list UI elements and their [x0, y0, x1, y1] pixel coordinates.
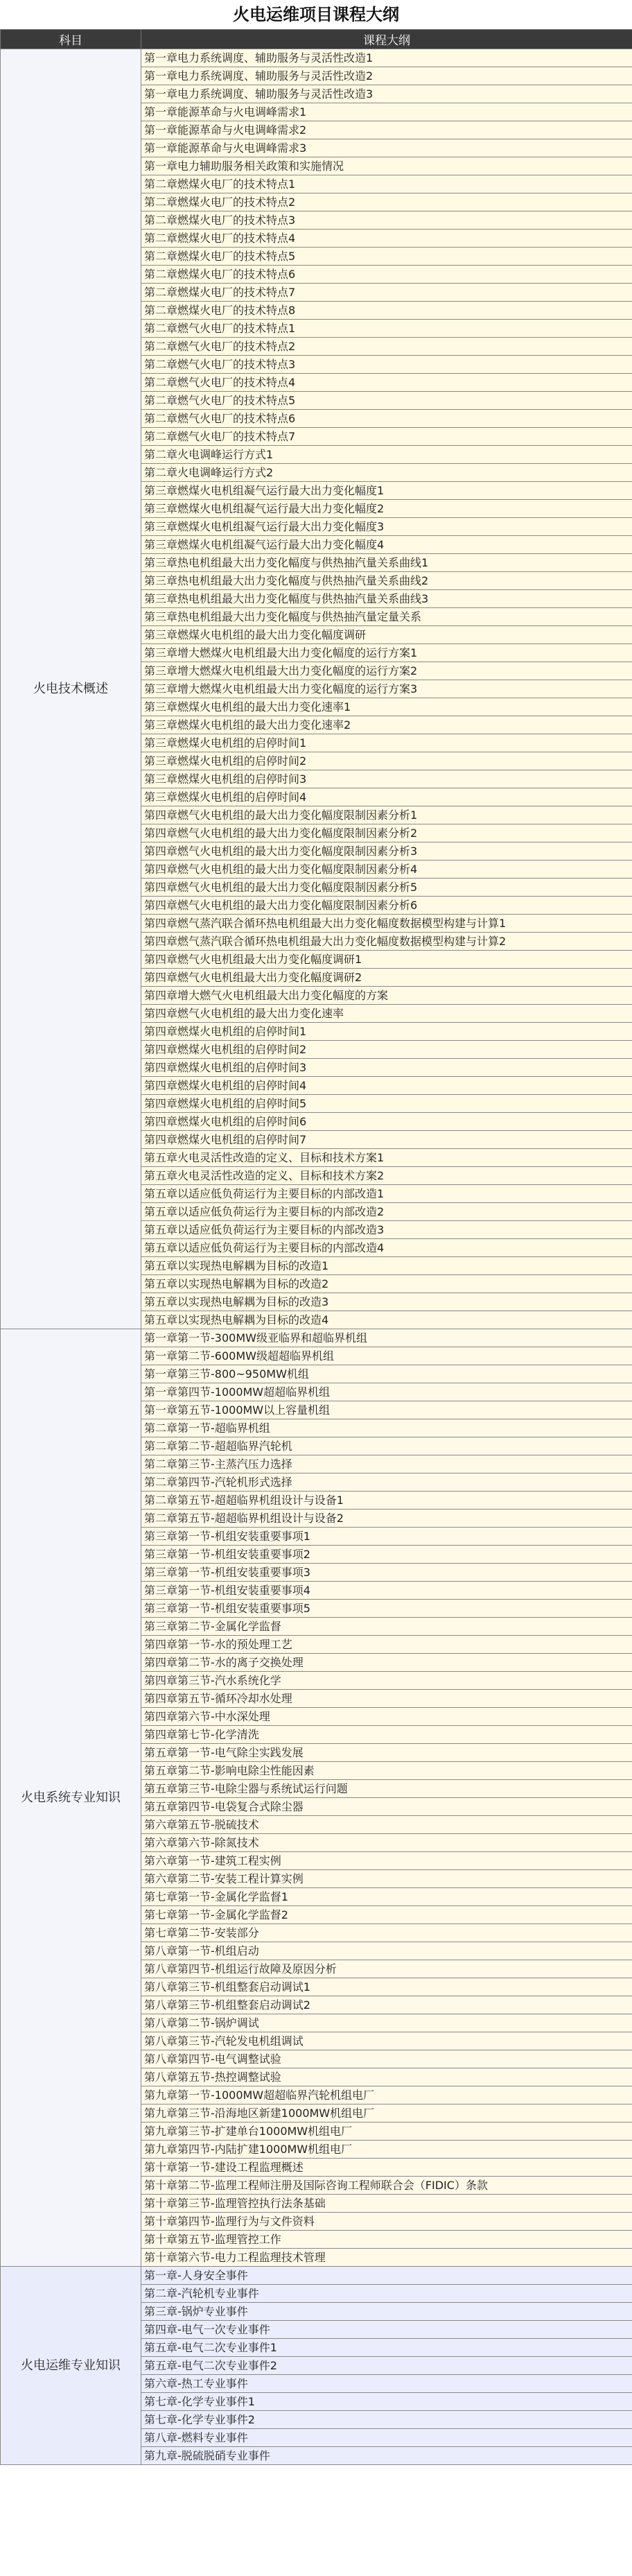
course-cell: 第六章第一节-建筑工程实例 [141, 1852, 632, 1870]
course-cell: 第八章第三节-机组整套启动调试2 [141, 1996, 632, 2014]
course-cell: 第九章-脱硫脱硝专业事件 [141, 2447, 632, 2465]
course-cell: 第五章以适应低负荷运行为主要目标的内部改造4 [141, 1239, 632, 1257]
course-cell: 第三章热电机组最大出力变化幅度与供热抽汽量关系曲线3 [141, 590, 632, 608]
header-course: 课程大纲 [141, 30, 632, 49]
course-cell: 第五章以实现热电解耦为目标的改造3 [141, 1293, 632, 1311]
course-cell: 第二章燃煤火电厂的技术特点2 [141, 193, 632, 211]
course-cell: 第五章以实现热电解耦为目标的改造1 [141, 1257, 632, 1275]
course-cell: 第十章第四节-监理行为与文件资料 [141, 2213, 632, 2231]
course-cell: 第四章燃煤火电机组的启停时间7 [141, 1131, 632, 1149]
course-cell: 第三章燃煤火电机组的最大出力变化速率1 [141, 698, 632, 716]
table-body [1, 49, 632, 2465]
course-cell: 第三章-锅炉专业事件 [141, 2303, 632, 2321]
subject-cell: 火电系统专业知识 [1, 1329, 141, 2267]
subject-cell: 火电运维专业知识 [1, 2267, 141, 2465]
course-cell: 第四章燃煤火电机组的启停时间3 [141, 1059, 632, 1077]
course-cell: 第五章第三节-电除尘器与系统试运行问题 [141, 1780, 632, 1798]
course-cell: 第三章第一节-机组安装重要事项5 [141, 1600, 632, 1618]
course-cell: 第十章第六节-电力工程监理技术管理 [141, 2249, 632, 2267]
course-cell: 第九章第三节-扩建单台1000MW机组电厂 [141, 2123, 632, 2141]
course-cell: 第五章-电气二次专业事件2 [141, 2357, 632, 2375]
course-cell: 第一章电力系统调度、辅助服务与灵活性改造3 [141, 85, 632, 103]
course-cell: 第二章第五节-超超临界机组设计与设备1 [141, 1492, 632, 1510]
course-cell: 第八章第一节-机组启动 [141, 1942, 632, 1960]
course-cell: 第二章燃煤火电厂的技术特点3 [141, 211, 632, 230]
course-cell: 第五章第二节-影响电除尘性能因素 [141, 1762, 632, 1780]
course-cell: 第七章第二节-安装部分 [141, 1924, 632, 1942]
course-cell: 第一章电力系统调度、辅助服务与灵活性改造1 [141, 49, 632, 67]
course-cell: 第二章燃气火电厂的技术特点2 [141, 338, 632, 356]
course-cell: 第二章第四节-汽轮机形式选择 [141, 1473, 632, 1492]
course-cell: 第四章第六节-中水深处理 [141, 1708, 632, 1726]
course-cell: 第四章燃煤火电机组的启停时间6 [141, 1113, 632, 1131]
course-cell: 第三章燃煤火电机组的启停时间3 [141, 770, 632, 788]
course-cell: 第四章第一节-水的预处理工艺 [141, 1636, 632, 1654]
course-cell: 第三章燃煤火电机组的启停时间1 [141, 734, 632, 752]
course-cell: 第二章燃煤火电厂的技术特点5 [141, 248, 632, 266]
course-cell: 第八章第四节-机组运行故障及原因分析 [141, 1960, 632, 1978]
course-cell: 第八章第五节-热控调整试验 [141, 2068, 632, 2086]
course-cell: 第三章热电机组最大出力变化幅度与供热抽汽量关系曲线2 [141, 572, 632, 590]
course-cell: 第二章燃煤火电厂的技术特点6 [141, 266, 632, 284]
course-cell: 第一章电力系统调度、辅助服务与灵活性改造2 [141, 67, 632, 85]
course-cell: 第八章第四节-电气调整试验 [141, 2050, 632, 2068]
course-cell: 第五章以实现热电解耦为目标的改造4 [141, 1311, 632, 1329]
course-cell: 第一章第二节-600MW级超超临界机组 [141, 1347, 632, 1365]
course-cell: 第四章燃煤火电机组的启停时间4 [141, 1077, 632, 1095]
course-cell: 第四章燃气火电机组的最大出力变化幅度限制因素分析1 [141, 806, 632, 824]
course-cell: 第九章第三节-沿海地区新建1000MW机组电厂 [141, 2104, 632, 2123]
course-cell: 第十章第五节-监理管控工作 [141, 2231, 632, 2249]
course-cell: 第二章燃气火电厂的技术特点3 [141, 356, 632, 374]
course-cell: 第四章燃气火电机组的最大出力变化幅度限制因素分析3 [141, 842, 632, 861]
course-cell: 第三章燃煤火电机组凝气运行最大出力变化幅度1 [141, 482, 632, 500]
course-table [0, 29, 632, 2465]
course-cell: 第二章燃煤火电厂的技术特点4 [141, 230, 632, 248]
course-cell: 第七章-化学专业事件1 [141, 2393, 632, 2411]
course-cell: 第八章第三节-汽轮发电机组调试 [141, 2032, 632, 2050]
table-header-row [1, 30, 632, 49]
course-cell: 第二章燃气火电厂的技术特点6 [141, 410, 632, 428]
course-cell: 第四章燃气火电机组的最大出力变化速率 [141, 1005, 632, 1023]
course-cell: 第四章燃气火电机组最大出力变化幅度调研2 [141, 969, 632, 987]
course-cell: 第一章能源革命与火电调峰需求1 [141, 103, 632, 121]
page-title: 火电运维项目课程大纲 [233, 5, 399, 24]
course-cell: 第二章第三节-主蒸汽压力选择 [141, 1455, 632, 1473]
course-cell: 第四章增大燃气火电机组最大出力变化幅度的方案 [141, 987, 632, 1005]
course-cell: 第九章第四节-内陆扩建1000MW机组电厂 [141, 2141, 632, 2159]
course-cell: 第二章燃煤火电厂的技术特点1 [141, 175, 632, 193]
course-cell: 第三章第一节-机组安装重要事项2 [141, 1546, 632, 1564]
course-cell: 第七章第一节-金属化学监督2 [141, 1906, 632, 1924]
course-cell: 第五章以适应低负荷运行为主要目标的内部改造2 [141, 1203, 632, 1221]
course-cell: 第三章燃煤火电机组凝气运行最大出力变化幅度4 [141, 536, 632, 554]
course-cell: 第三章增大燃煤火电机组最大出力变化幅度的运行方案3 [141, 680, 632, 698]
course-cell: 第一章-人身安全事件 [141, 2267, 632, 2285]
course-cell: 第二章燃气火电厂的技术特点1 [141, 320, 632, 338]
header-subject: 科目 [1, 30, 141, 49]
course-cell: 第十章第二节-监理工程师注册及国际咨询工程师联合会（FIDIC）条款 [141, 2177, 632, 2195]
course-cell: 第三章第一节-机组安装重要事项4 [141, 1582, 632, 1600]
course-cell: 第四章-电气一次专业事件 [141, 2321, 632, 2339]
course-cell: 第一章能源革命与火电调峰需求3 [141, 139, 632, 157]
course-cell: 第五章以适应低负荷运行为主要目标的内部改造1 [141, 1185, 632, 1203]
course-cell: 第三章增大燃煤火电机组最大出力变化幅度的运行方案1 [141, 644, 632, 662]
course-cell: 第四章第七节-化学清洗 [141, 1726, 632, 1744]
course-cell: 第四章燃煤火电机组的启停时间5 [141, 1095, 632, 1113]
course-cell: 第一章第四节-1000MW超超临界机组 [141, 1383, 632, 1401]
course-cell: 第二章燃煤火电厂的技术特点8 [141, 302, 632, 320]
course-cell: 第四章燃气蒸汽联合循环热电机组最大出力变化幅度数据模型构建与计算2 [141, 933, 632, 951]
course-cell: 第二章第一节-超临界机组 [141, 1419, 632, 1437]
course-cell: 第六章第二节-安装工程计算实例 [141, 1870, 632, 1888]
table-row [1, 1329, 632, 1347]
course-cell: 第五章第一节-电气除尘实践发展 [141, 1744, 632, 1762]
course-cell: 第六章-热工专业事件 [141, 2375, 632, 2393]
course-cell: 第三章燃煤火电机组凝气运行最大出力变化幅度3 [141, 518, 632, 536]
course-cell: 第三章第二节-金属化学监督 [141, 1618, 632, 1636]
course-cell: 第七章-化学专业事件2 [141, 2411, 632, 2429]
course-cell: 第一章第一节-300MW级亚临界和超临界机组 [141, 1329, 632, 1347]
course-cell: 第三章燃煤火电机组的最大出力变化速率2 [141, 716, 632, 734]
course-cell: 第三章第一节-机组安装重要事项1 [141, 1528, 632, 1546]
course-cell: 第一章第三节-800~950MW机组 [141, 1365, 632, 1383]
course-cell: 第三章热电机组最大出力变化幅度与供热抽汽量关系曲线1 [141, 554, 632, 572]
course-cell: 第二章燃气火电厂的技术特点7 [141, 428, 632, 446]
course-cell: 第十章第一节-建设工程监理概述 [141, 2159, 632, 2177]
course-cell: 第四章第二节-水的离子交换处理 [141, 1654, 632, 1672]
course-cell: 第二章火电调峰运行方式2 [141, 464, 632, 482]
course-cell: 第八章-燃料专业事件 [141, 2429, 632, 2447]
course-cell: 第三章热电机组最大出力变化幅度与供热抽汽量定量关系 [141, 608, 632, 626]
course-cell: 第九章第一节-1000MW超超临界汽轮机组电厂 [141, 2086, 632, 2104]
course-cell: 第三章燃煤火电机组的启停时间2 [141, 752, 632, 770]
course-cell: 第四章燃煤火电机组的启停时间1 [141, 1023, 632, 1041]
course-cell: 第三章增大燃煤火电机组最大出力变化幅度的运行方案2 [141, 662, 632, 680]
course-cell: 第五章以实现热电解耦为目标的改造2 [141, 1275, 632, 1293]
course-cell: 第五章火电灵活性改造的定义、目标和技术方案1 [141, 1149, 632, 1167]
course-cell: 第五章第四节-电袋复合式除尘器 [141, 1798, 632, 1816]
course-cell: 第五章火电灵活性改造的定义、目标和技术方案2 [141, 1167, 632, 1185]
course-cell: 第八章第三节-机组整套启动调试1 [141, 1978, 632, 1996]
course-cell: 第八章第二节-锅炉调试 [141, 2014, 632, 2032]
course-cell: 第四章第五节-循环冷却水处理 [141, 1690, 632, 1708]
table-row [1, 2267, 632, 2285]
course-cell: 第二章-汽轮机专业事件 [141, 2285, 632, 2303]
course-cell: 第五章以适应低负荷运行为主要目标的内部改造3 [141, 1221, 632, 1239]
table-row [1, 49, 632, 67]
course-cell: 第二章燃气火电厂的技术特点5 [141, 392, 632, 410]
course-cell: 第一章电力辅助服务相关政策和实施情况 [141, 157, 632, 175]
course-cell: 第四章燃煤火电机组的启停时间2 [141, 1041, 632, 1059]
course-cell: 第四章燃气火电机组的最大出力变化幅度限制因素分析6 [141, 897, 632, 915]
course-cell: 第三章燃煤火电机组的启停时间4 [141, 788, 632, 806]
course-cell: 第四章燃气火电机组的最大出力变化幅度限制因素分析2 [141, 824, 632, 842]
course-cell: 第六章第五节-脱硫技术 [141, 1816, 632, 1834]
course-cell: 第五章-电气二次专业事件1 [141, 2339, 632, 2357]
course-cell: 第四章燃气火电机组的最大出力变化幅度限制因素分析4 [141, 861, 632, 879]
course-cell: 第二章燃煤火电厂的技术特点7 [141, 284, 632, 302]
course-cell: 第二章第五节-超超临界机组设计与设备2 [141, 1510, 632, 1528]
course-cell: 第四章第三节-汽水系统化学 [141, 1672, 632, 1690]
course-cell: 第三章燃煤火电机组凝气运行最大出力变化幅度2 [141, 500, 632, 518]
course-cell: 第六章第六节-除氮技术 [141, 1834, 632, 1852]
course-cell: 第四章燃气火电机组的最大出力变化幅度限制因素分析5 [141, 879, 632, 897]
course-cell: 第七章第一节-金属化学监督1 [141, 1888, 632, 1906]
course-cell: 第二章第二节-超超临界汽轮机 [141, 1437, 632, 1455]
course-cell: 第四章燃气蒸汽联合循环热电机组最大出力变化幅度数据模型构建与计算1 [141, 915, 632, 933]
course-cell: 第四章燃气火电机组最大出力变化幅度调研1 [141, 951, 632, 969]
course-cell: 第三章第一节-机组安装重要事项3 [141, 1564, 632, 1582]
course-cell: 第二章燃气火电厂的技术特点4 [141, 374, 632, 392]
course-cell: 第二章火电调峰运行方式1 [141, 446, 632, 464]
course-cell: 第一章能源革命与火电调峰需求2 [141, 121, 632, 139]
course-cell: 第一章第五节-1000MW以上容量机组 [141, 1401, 632, 1419]
course-cell: 第三章燃煤火电机组的最大出力变化幅度调研 [141, 626, 632, 644]
course-cell: 第十章第三节-监理管控执行法条基础 [141, 2195, 632, 2213]
subject-cell: 火电技术概述 [1, 49, 141, 1329]
